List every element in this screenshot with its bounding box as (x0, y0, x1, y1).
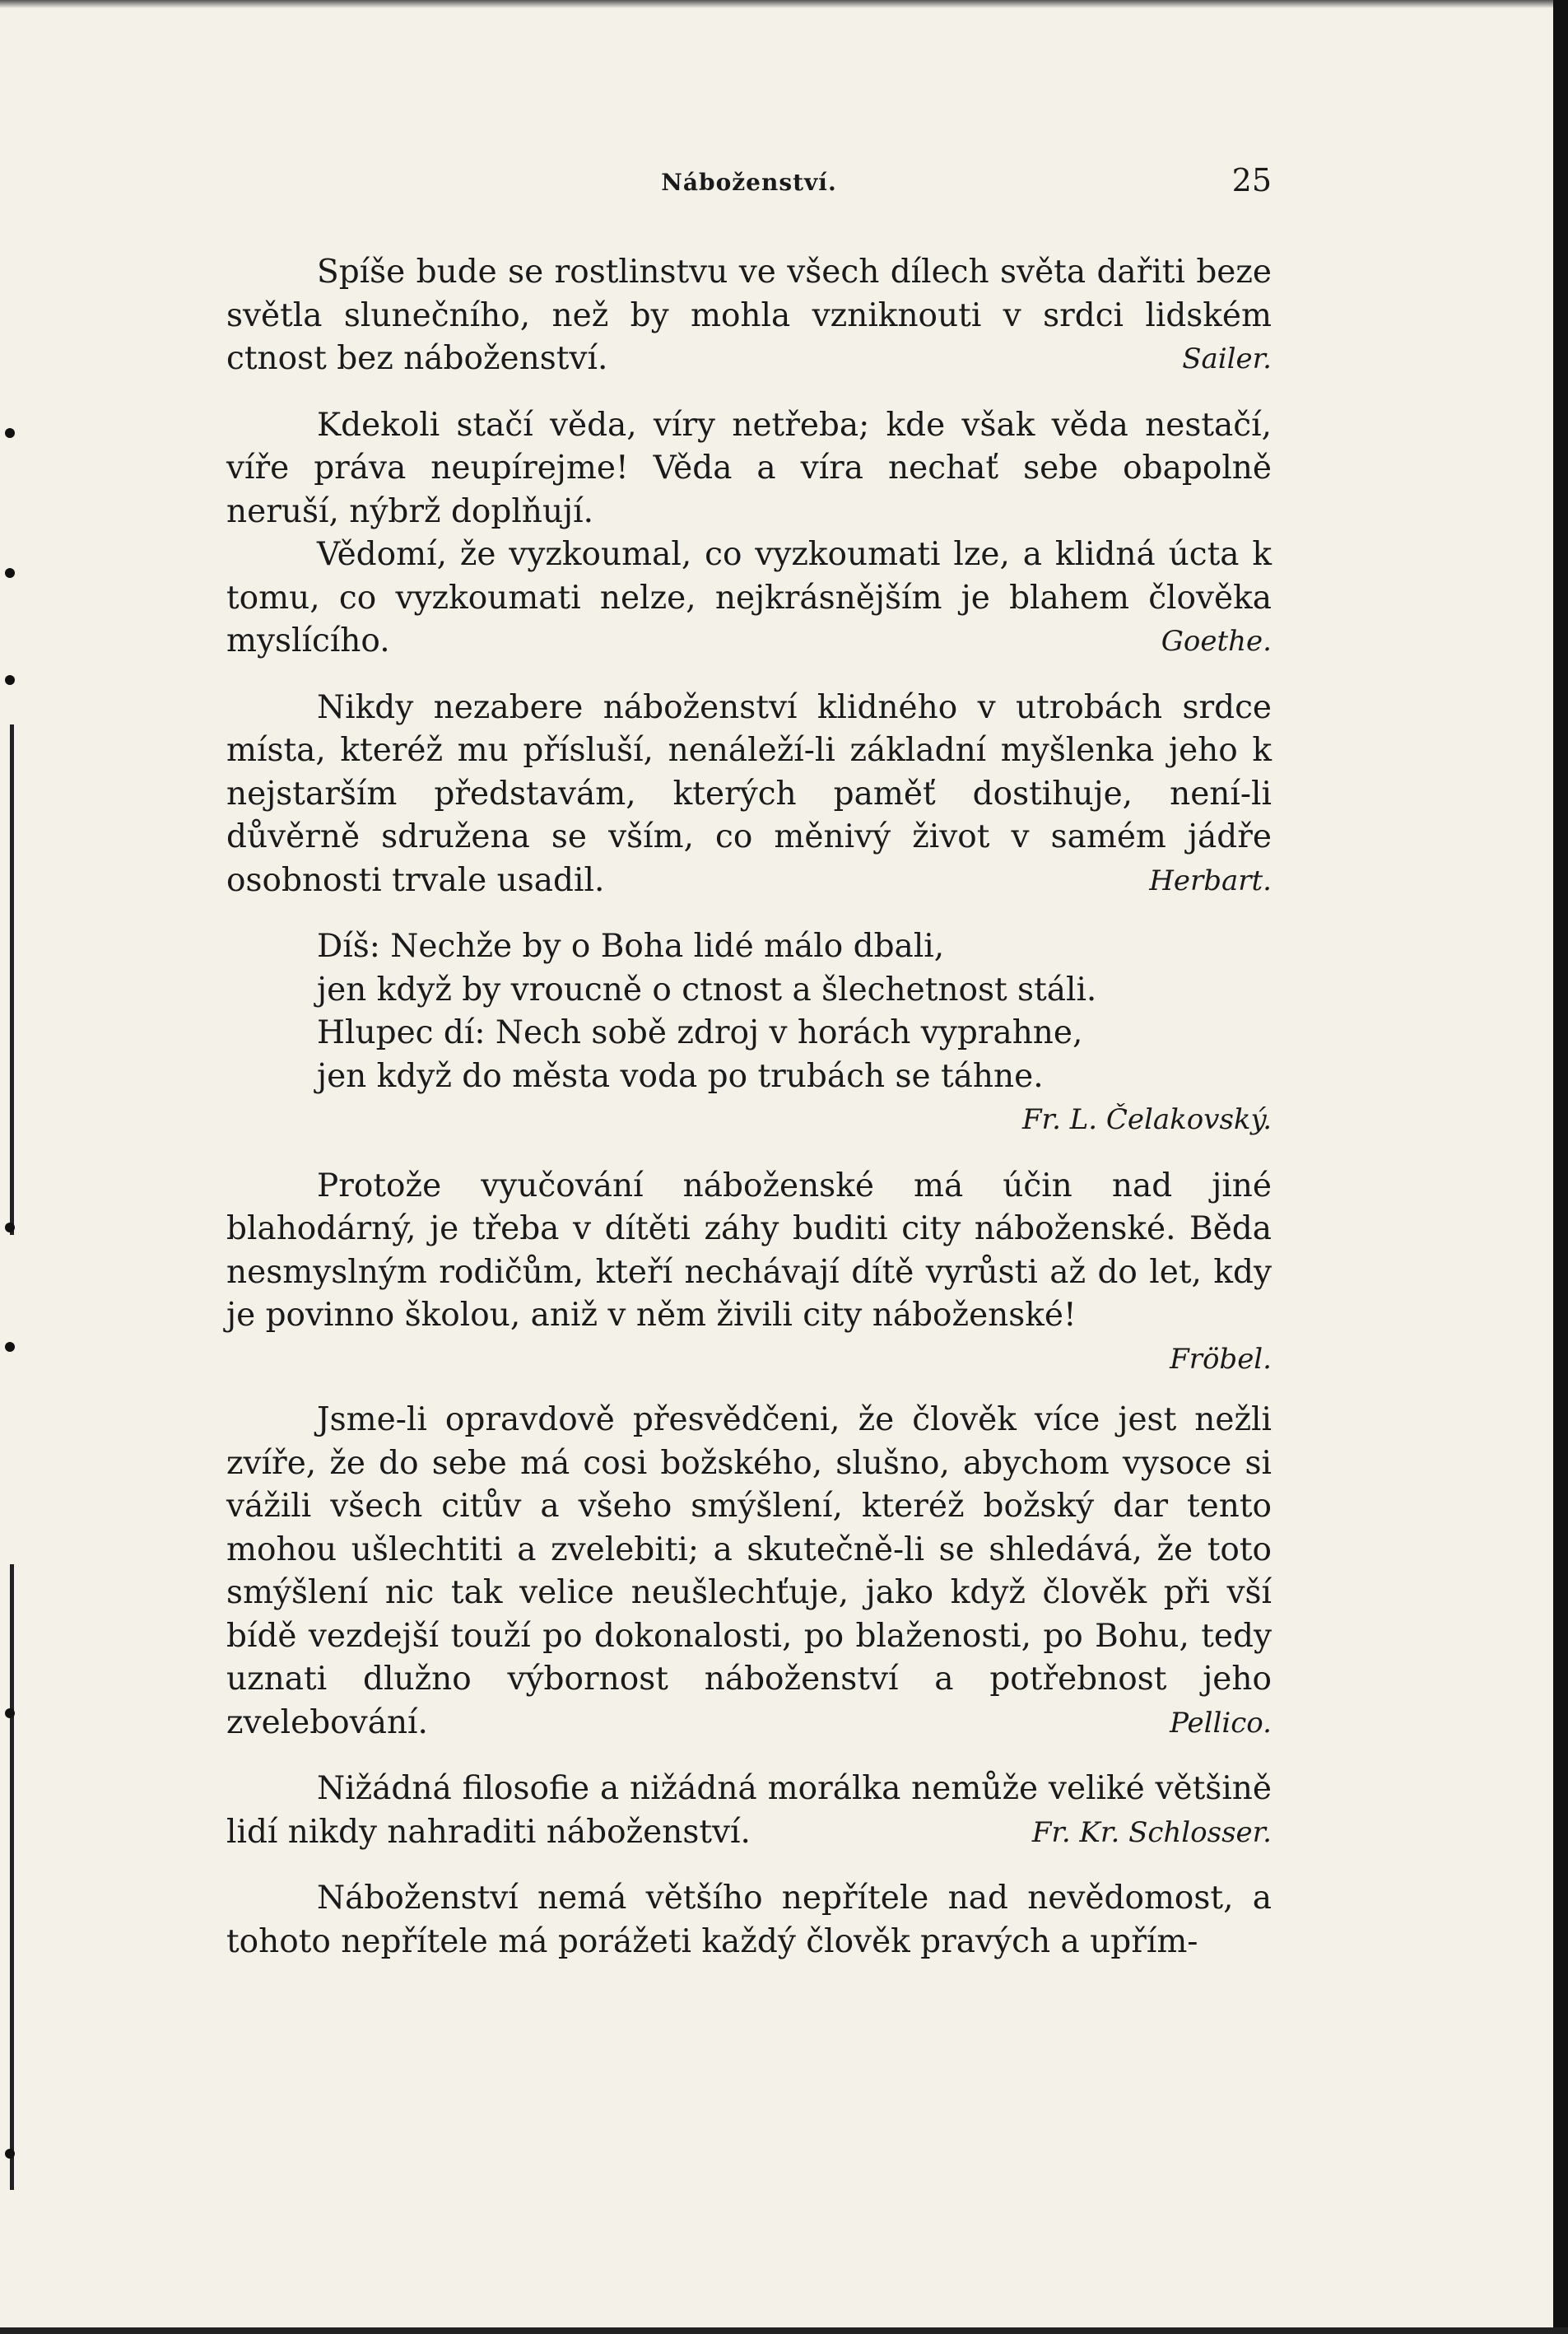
page-number: 25 (1231, 162, 1272, 198)
page-right-edge (1553, 0, 1568, 2334)
page-bottom-edge (0, 2327, 1568, 2334)
binding-mark (5, 568, 15, 578)
verse-line: jen když by vroucně o ctnost a šlechetnost stáli. (317, 971, 1097, 1009)
binding-mark (5, 1223, 15, 1232)
quote-paragraph (226, 251, 1272, 381)
quote-author: Pellico. (1170, 1706, 1272, 1740)
quote-author: Fröbel. (1170, 1342, 1272, 1376)
binding-line (10, 724, 14, 1235)
quote-text: Vědomí, že vyzkoumal, co vyzkoumati lze, a klidná úcta k tomu, co vyzkoumati nelze, nejkrásnějším je blahem člověka myslícího. (226, 536, 1272, 659)
verse-line: jen když do města voda po trubách se táhne. (317, 1057, 1044, 1095)
quote-paragraph (226, 1877, 1272, 1964)
quote-text: Náboženství nemá většího nepřítele nad nevědomost, a tohoto nepřítele má porážeti každý člověk pravých a upřím- (226, 1880, 1272, 1960)
quote-text: Jsme-li opravdově přesvědčeni, že člověk více jest nežli zvíře, že do sebe má cosi božského, slušno, abychom vysoce si vážili všech citův a všeho smýšlení, kteréž božský dar tento mohou ušlechtiti a zvelebiti; a skutečně-li se shledává, že toto smýšlení nic tak velice neušlechťuje, jako když člověk při vší bídě vezdejší touží po dokonalosti, po blaženosti, po Bohu, tedy uznati dlužno výbornost náboženství a potřebnost jeho zvelebování. (226, 1401, 1272, 1741)
quote-author: Goethe. (1161, 625, 1272, 658)
quote-author: Sailer. (1182, 342, 1272, 375)
quote-paragraph (226, 533, 1272, 664)
binding-mark (5, 1342, 15, 1352)
page-header (226, 162, 1272, 210)
quote-text: Nižádná filosofie a nižádná morálka nemůže veliké většině lidí nikdy nahraditi náboženství. (226, 1770, 1272, 1851)
quote-text: Spíše bude se rostlinstvu ve všech dílech světa dařiti beze světla slunečního, než by mohla vzniknouti v srdci lidském ctnost bez náboženství. (226, 254, 1272, 377)
binding-line (10, 1564, 14, 2190)
quote-author: Herbart. (1149, 864, 1272, 897)
binding-mark (5, 428, 15, 438)
running-head: Náboženství. (661, 169, 837, 196)
quote-text: Protože vyučování náboženské má účin nad jiné blahodárný, je třeba v dítěti záhy buditi city náboženské. Běda nesmyslným rodičům, kteří nechávají dítě vyrůsti až do let, kdy je povinno školou, aniž v něm živili city náboženské! (226, 1167, 1272, 1334)
quote-text: Nikdy nezabere náboženství klidného v utrobách srdce místa, kteréž mu přísluší, nenáleží-li základní myšlenka jeho k nejstarším představám, kterých paměť dostihuje, není-li důvěrně sdružena se vším, co měnivý život v samém jádře osobnosti trvale usadil. (226, 688, 1272, 899)
verse-line: Díš: Nechže by o Boha lidé málo dbali, (317, 928, 945, 965)
verse-block (226, 925, 1272, 1142)
binding-mark (5, 675, 15, 685)
quote-paragraph (226, 404, 1272, 534)
page-top-shadow (0, 0, 1568, 8)
binding-mark (5, 1708, 15, 1718)
binding-mark (5, 2149, 15, 2159)
quote-author: Fr. L. Čelakovský. (1021, 1103, 1272, 1136)
quote-paragraph (226, 687, 1272, 903)
quote-paragraph (226, 1768, 1272, 1854)
quote-paragraph (226, 1165, 1272, 1338)
quote-text: Kdekoli stačí věda, víry netřeba; kde však věda nestačí, víře práva neupírejme! Věda a víra nechať sebe obapolně neruší, nýbrž doplňují. (226, 406, 1272, 530)
quote-paragraph (226, 1399, 1272, 1745)
verse-line: Hlupec dí: Nech sobě zdroj v horách vyprahne, (317, 1014, 1083, 1051)
page-body (226, 251, 1272, 1964)
quote-author: Fr. Kr. Schlosser. (1031, 1815, 1272, 1849)
